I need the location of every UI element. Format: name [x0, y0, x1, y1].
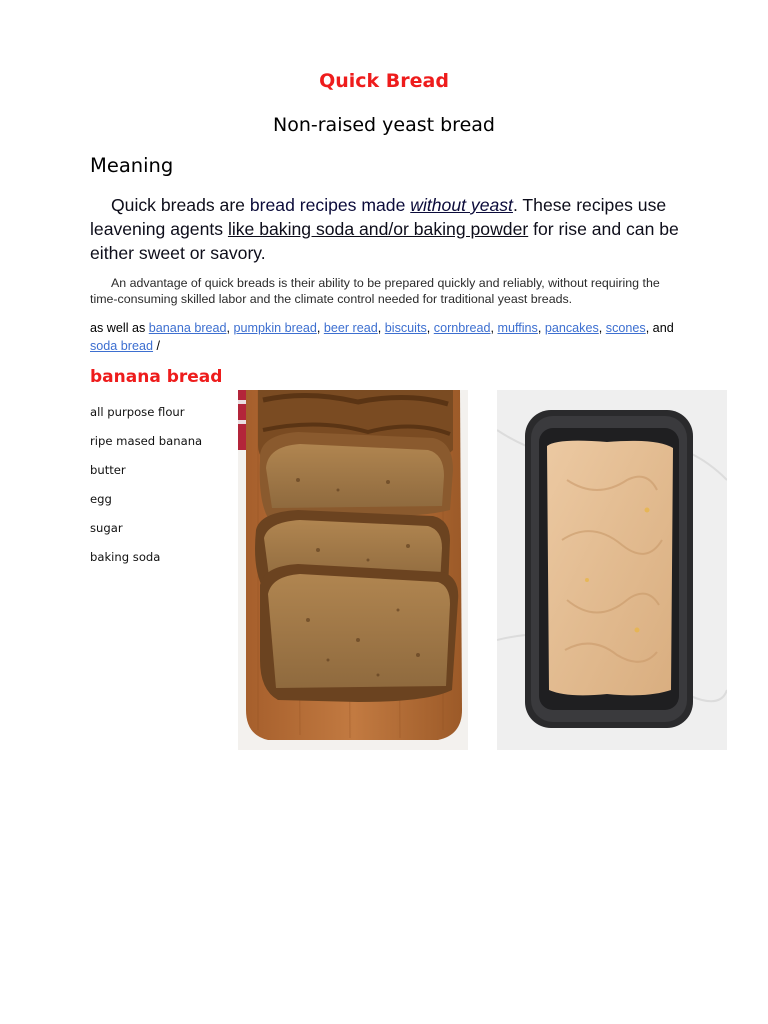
separator: , — [226, 321, 234, 335]
batter-in-loaf-pan-photo — [497, 390, 727, 750]
link-soda-bread[interactable]: soda bread — [90, 339, 154, 353]
ingredient-item: butter — [90, 463, 126, 477]
and-text: , and — [645, 321, 674, 335]
link-pumpkin-bread[interactable]: pumpkin bread — [233, 321, 317, 335]
ingredient-item: all purpose flour — [90, 405, 185, 419]
separator: , — [316, 321, 324, 335]
meaning-text-4: . These recipes use leavening agents — [90, 195, 667, 239]
link-banana-bread[interactable]: banana bread — [148, 321, 227, 335]
meaning-text-2: bread recipes made — [249, 195, 411, 215]
bread-types-paragraph — [90, 319, 690, 355]
ingredient-item: baking soda — [90, 550, 161, 564]
meaning-heading: Meaning — [90, 154, 174, 177]
meaning-text-6: for rise and can be either sweet or savory. — [90, 219, 679, 263]
link-biscuits[interactable]: biscuits — [384, 321, 427, 335]
meaning-text-without-yeast: without yeast — [410, 195, 513, 215]
separator: , — [537, 321, 545, 335]
link-muffins[interactable]: muffins — [497, 321, 538, 335]
link-cornbread[interactable]: cornbread — [433, 321, 491, 335]
separator: , — [598, 321, 606, 335]
page-subtitle: Non-raised yeast bread — [273, 114, 495, 136]
separator: , — [426, 321, 434, 335]
page-title: Quick Bread — [319, 70, 449, 92]
bread-types-suffix: / — [153, 339, 161, 353]
separator: , — [377, 321, 385, 335]
ingredient-list — [90, 404, 202, 578]
link-scones[interactable]: scones — [605, 321, 646, 335]
meaning-text-1: Quick breads are — [111, 195, 250, 215]
advantage-paragraph: An advantage of quick breads is their ability to be prepared quickly and reliably, without requiring the time-consuming skilled labor and the climate control needed for traditional yeast breads. — [90, 276, 660, 306]
banana-bread-heading: banana bread — [90, 367, 223, 387]
meaning-text-leavening: like baking soda and/or baking powder — [227, 219, 529, 239]
ingredient-item: sugar — [90, 521, 123, 535]
ingredient-item: egg — [90, 492, 112, 506]
separator: , — [490, 321, 498, 335]
ingredient-item: ripe mased banana — [90, 434, 203, 448]
bread-types-prefix: as well as — [90, 321, 149, 335]
meaning-paragraph — [90, 193, 688, 265]
link-pancakes[interactable]: pancakes — [544, 321, 599, 335]
link-beer-read[interactable]: beer read — [323, 321, 378, 335]
sliced-banana-bread-photo — [238, 390, 468, 750]
